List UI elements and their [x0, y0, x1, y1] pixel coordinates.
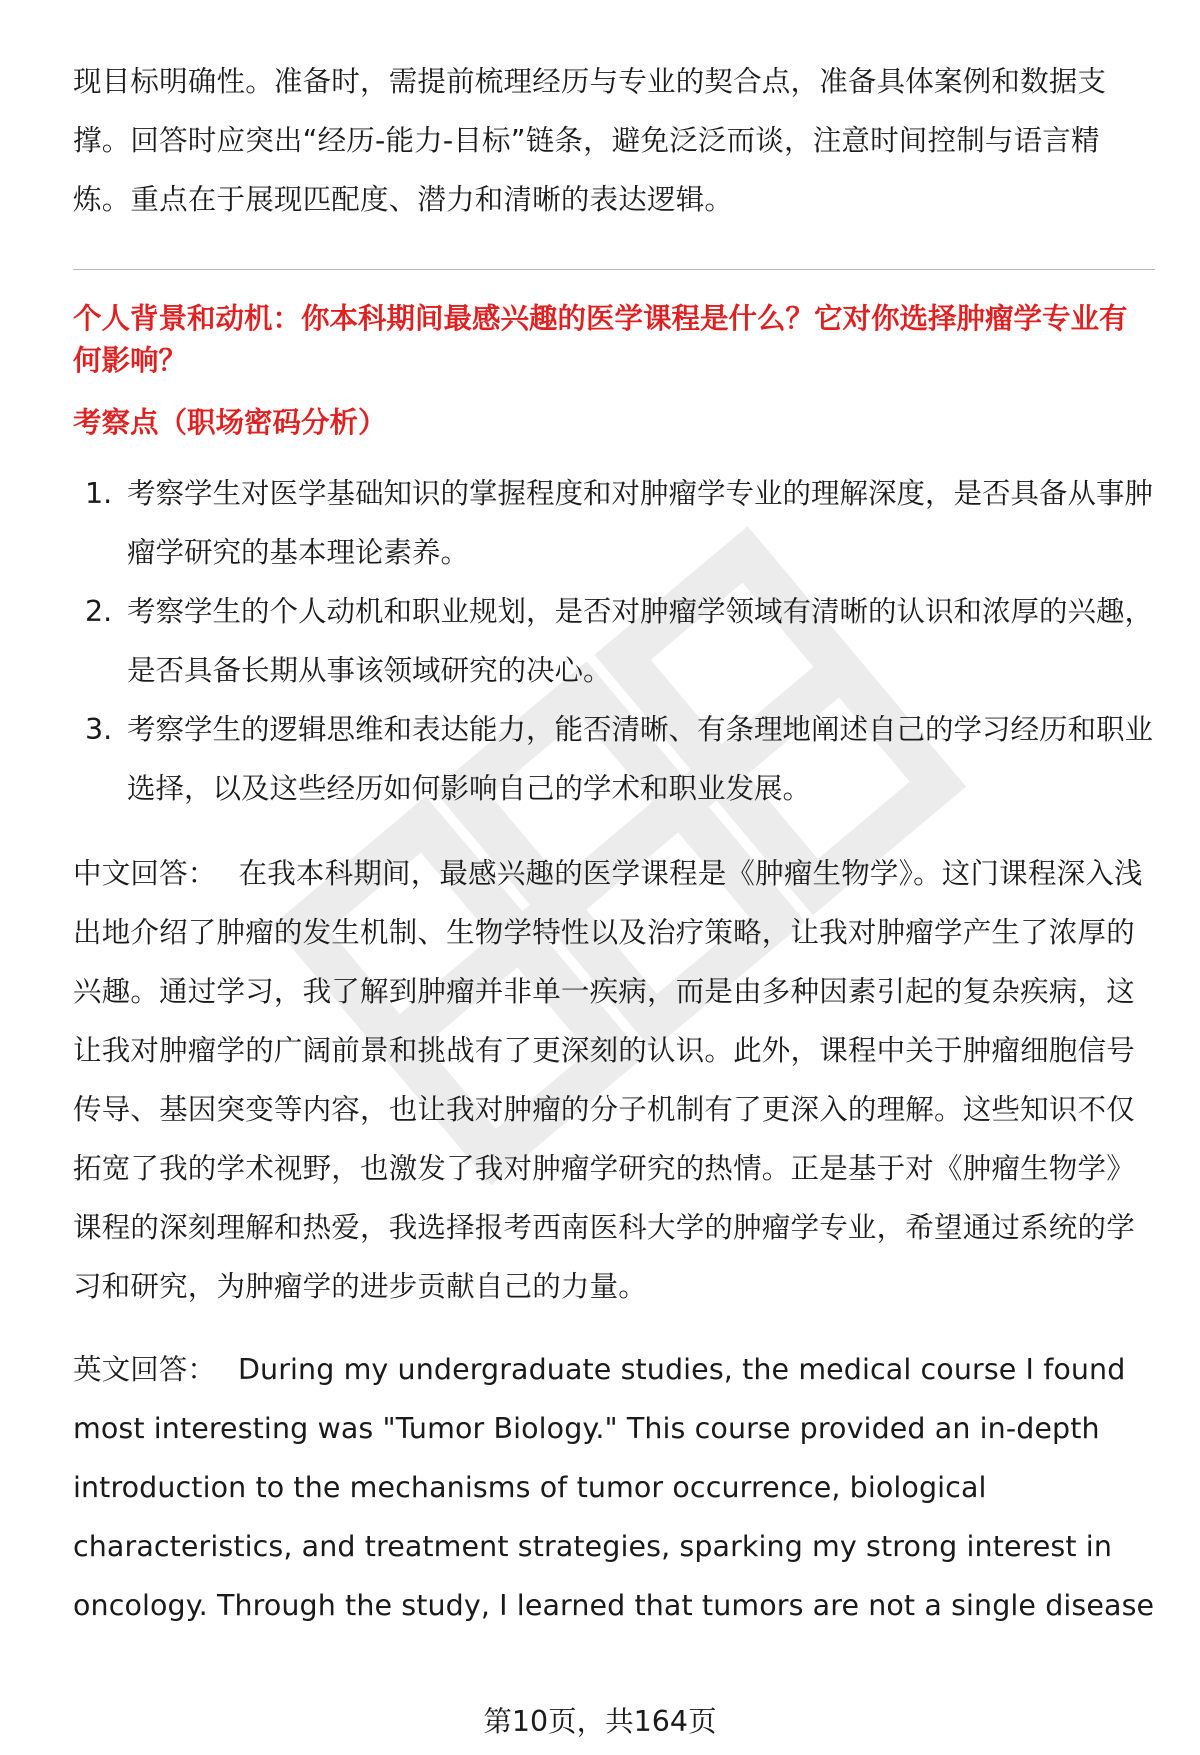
section-divider [73, 269, 1155, 270]
page-number-footer: 第10页，共164页 [0, 1702, 1200, 1742]
list-item [73, 582, 1155, 700]
list-item-number: 3. [85, 713, 113, 746]
english-answer-label: 英文回答： [73, 1353, 217, 1386]
document-page [73, 52, 1155, 1664]
intro-paragraph: 现目标明确性。准备时，需提前梳理经历与专业的契合点，准备具体案例和数据支撑。回答时应突出“经历-能力-目标”链条，避免泛泛而谈，注意时间控制与语言精炼。重点在于展现匹配度、潜力和清晰的表达逻辑。 [73, 65, 1107, 216]
assessment-points-list [73, 464, 1155, 818]
english-answer-text: During my undergraduate studies, the medical course I found most interesting was "Tumor Biology." This course provided an in-depth introduction to the mechanisms of tumor occurrence, biological characteristics, and treatment strategies, sparking my strong interest in oncology. Through the study, I learned that tumors are not a single disease [73, 1353, 1155, 1622]
chinese-answer-text: 在我本科期间，最感兴趣的医学课程是《肿瘤生物学》。这门课程深入浅出地介绍了肿瘤的发生机制、生物学特性以及治疗策略，让我对肿瘤学产生了浓厚的兴趣。通过学习，我了解到肿瘤并非单一疾病，而是由多种因素引起的复杂疾病，这让我对肿瘤学的广阔前景和挑战有了更深刻的认识。此外，课程中关于肿瘤细胞信号传导、基因突变等内容，也让我对肿瘤的分子机制有了更深入的理解。这些知识不仅拓宽了我的学术视野，也激发了我对肿瘤学研究的热情。正是基于对《肿瘤生物学》课程的深刻理解和热爱，我选择报考西南医科大学的肿瘤学专业，希望通过系统的学习和研究，为肿瘤学的进步贡献自己的力量。 [73, 857, 1143, 1303]
list-item [73, 464, 1155, 582]
list-item-text: 考察学生的个人动机和职业规划，是否对肿瘤学领域有清晰的认识和浓厚的兴趣，是否具备长期从事该领域研究的决心。 [127, 595, 1154, 687]
english-answer [73, 1340, 1155, 1635]
chinese-answer-label: 中文回答： [73, 857, 217, 890]
list-item-text: 考察学生对医学基础知识的掌握程度和对肿瘤学专业的理解深度，是否具备从事肿瘤学研究的基本理论素养。 [127, 477, 1154, 569]
list-item-number: 2. [85, 595, 113, 628]
list-item [73, 700, 1155, 818]
assessment-points-title: 考察点（职场密码分析） [73, 406, 387, 439]
list-item-number: 1. [85, 477, 113, 510]
list-item-text: 考察学生的逻辑思维和表达能力，能否清晰、有条理地阐述自己的学习经历和职业选择，以及这些经历如何影响自己的学术和职业发展。 [127, 713, 1154, 805]
question-heading: 个人背景和动机：你本科期间最感兴趣的医学课程是什么？它对你选择肿瘤学专业有何影响？ [73, 302, 1128, 377]
chinese-answer [73, 844, 1155, 1316]
